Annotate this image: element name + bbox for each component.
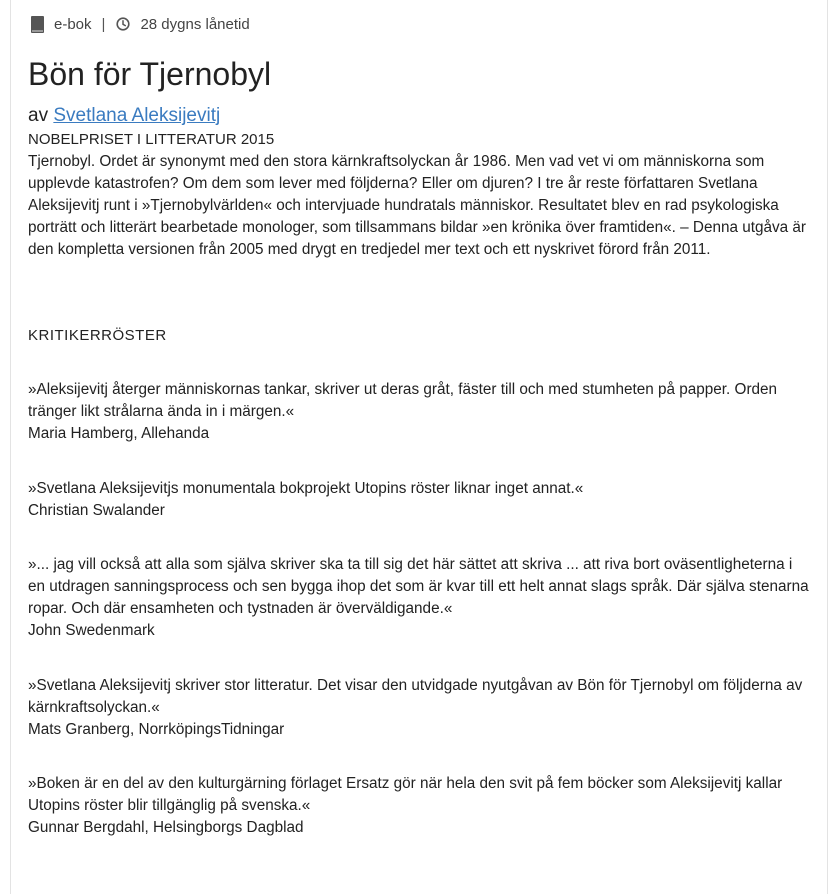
format-label: e-bok [54,15,92,33]
book-meta-row [28,13,250,35]
review-quote: »Aleksijevitj återger människornas tankar, skriver ut deras gråt, fäster till och med stumheten på papper. Orden tränger likt strålarna ända in i märgen.« [28,381,778,420]
review-item [28,675,813,741]
review-source: John Swedenmark [28,622,155,639]
book-title: Bön för Tjernobyl [28,56,272,92]
author-link[interactable]: Svetlana Aleksijevitj [53,105,221,126]
loan-period-label: 28 dygns lånetid [140,15,250,33]
review-quote: »Svetlana Aleksijevitj skriver stor litteratur. Det visar den utvidgade nyutgåvan av Bön för Tjernobyl om följderna av kärnkraftsolyckan.« [28,677,803,716]
review-source: Gunnar Bergdahl, Helsingborgs Dagblad [28,819,304,836]
review-quote: »... jag vill också att alla som själva skriver ska ta till sig det här sättet att skriva ... att riva bort oväsentligheterna i en utdragen sanningsprocess och sen bygga ihop det som är kvar till ett helt annat slags språk. Där själva stenarna ropar. Och där ensamheten och tystnaden är överväldigande.« [28,556,809,617]
reviews-heading: KRITIKERRÖSTER [28,327,167,344]
book-description: Tjernobyl. Ordet är synonymt med den stora kärnkraftsolyckan år 1986. Men vad vet vi om människorna som upplevde katastrofen? Om dem som lever med följderna? Eller om djuren? I tre år reste författaren Svetlana Aleksijevitj runt i »Tjernobylvärlden« och intervjuade hundratals människor. Resultatet blev en rad psykologiska porträtt och litterärt bearbetade monologer, som tillsammans bildar »en krönika över framtiden«. – Denna utgåva är den kompletta versionen från 2005 med drygt en tredjedel mer text och ett nyskrivet förord från 2011. [28,153,806,258]
review-quote: »Boken är en del av den kulturgärning förlaget Ersatz gör när hela den svit på fem böcker som Aleksijevitj kallar Utopins röster blir tillgänglig på svenska.« [28,775,783,814]
author-line [28,104,220,128]
award-label: NOBELPRISET I LITTERATUR 2015 [28,131,275,148]
meta-separator: | [101,15,106,33]
review-source: Maria Hamberg, Allehanda [28,425,210,442]
review-item [28,379,813,445]
review-source: Mats Granberg, NorrköpingsTidningar [28,721,285,738]
review-quote: »Svetlana Aleksijevitjs monumentala bokprojekt Utopins röster liknar inget annat.« [28,480,584,497]
review-source: Christian Swalander [28,502,165,519]
book-icon [31,16,44,33]
author-prefix: av [28,105,49,126]
book-detail-panel [10,0,828,894]
clock-icon [116,17,130,31]
review-item [28,773,813,839]
review-item [28,554,813,642]
review-item [28,478,813,522]
